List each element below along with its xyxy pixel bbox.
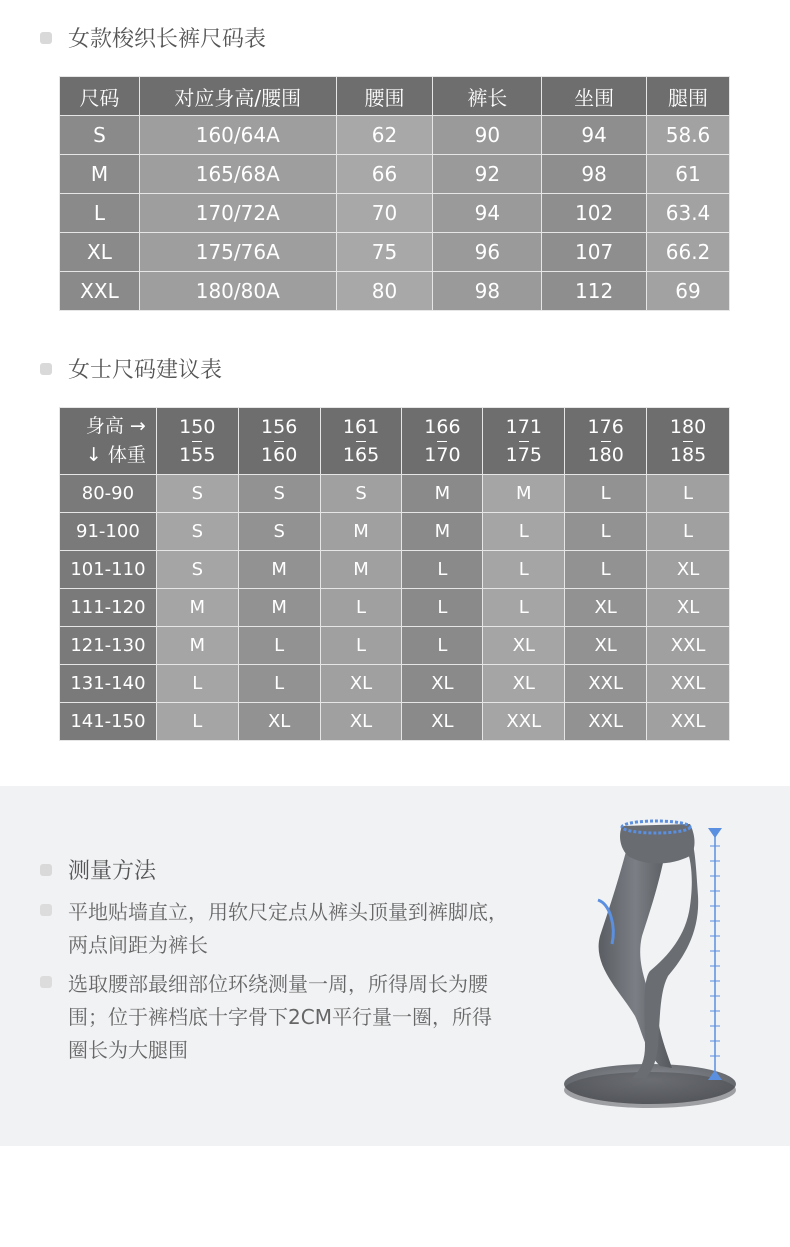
height-range-bottom: 180 — [587, 443, 624, 466]
table-cell: 58.6 — [647, 116, 730, 155]
weight-range-cell: 111-120 — [60, 589, 157, 627]
table-cell: 94 — [433, 194, 542, 233]
bullet-icon — [40, 864, 52, 876]
size-advice-title: 女士尺码建议表 — [68, 358, 223, 383]
table-cell: 160/64A — [139, 116, 336, 155]
bullet-icon — [40, 976, 52, 988]
size-cell: L — [238, 627, 320, 665]
size-chart-table — [59, 76, 730, 311]
header-cell: 裤长 — [433, 77, 542, 116]
table-cell: 170/72A — [139, 194, 336, 233]
size-cell: XL — [320, 665, 402, 703]
table-cell: 165/68A — [139, 155, 336, 194]
weight-range-cell: 91-100 — [60, 513, 157, 551]
table-cell: 61 — [647, 155, 730, 194]
measurement-panel — [0, 786, 790, 1146]
size-cell: M — [238, 589, 320, 627]
table-cell: 63.4 — [647, 194, 730, 233]
height-range-cell — [320, 408, 402, 475]
header-cell: 腰围 — [336, 77, 433, 116]
size-cell: S — [320, 475, 402, 513]
height-axis-label: 身高 → — [85, 415, 146, 437]
size-advice-table — [59, 407, 730, 741]
size-cell: L — [565, 513, 647, 551]
section-title-size-advice — [40, 353, 222, 384]
weight-range-cell: 101-110 — [60, 551, 157, 589]
table-row — [60, 233, 730, 272]
size-cell: S — [238, 513, 320, 551]
table-cell: 75 — [336, 233, 433, 272]
table-cell: 62 — [336, 116, 433, 155]
height-range-bottom: 160 — [261, 443, 298, 466]
size-chart-title: 女款梭织长裤尺码表 — [68, 27, 267, 52]
height-range-cell — [565, 408, 647, 475]
measure-item-text: 选取腰部最细部位环绕测量一周，所得周长为腰围；位于裤档底十字骨下2CM平行量一圈，所得圈长为大腿围 — [68, 972, 492, 1062]
size-cell: XL — [402, 665, 483, 703]
table-row — [60, 665, 730, 703]
back-leg — [599, 836, 672, 1068]
size-cell: M — [156, 627, 238, 665]
height-range-bottom: 165 — [342, 443, 380, 466]
height-range-top: 171 — [505, 415, 542, 438]
table-cell: XXL — [60, 272, 140, 311]
measure-item — [40, 896, 508, 962]
size-cell: L — [483, 589, 565, 627]
size-cell: S — [156, 513, 238, 551]
weight-range-cell: 80-90 — [60, 475, 157, 513]
mannequin-legs-illustration — [550, 816, 750, 1116]
height-range-top: 180 — [669, 415, 707, 438]
height-range-cell — [156, 408, 238, 475]
table-cell: L — [60, 194, 140, 233]
height-range-top: 166 — [424, 415, 461, 438]
table-cell: 98 — [542, 155, 647, 194]
size-cell: L — [402, 627, 483, 665]
size-cell: XL — [565, 627, 647, 665]
size-cell: L — [483, 551, 565, 589]
table-cell: S — [60, 116, 140, 155]
size-cell: S — [156, 475, 238, 513]
size-cell: M — [156, 589, 238, 627]
size-cell: L — [647, 513, 730, 551]
table-cell: 94 — [542, 116, 647, 155]
weight-range-cell: 131-140 — [60, 665, 157, 703]
size-cell: L — [483, 513, 565, 551]
table-cell: 90 — [433, 116, 542, 155]
size-cell: M — [238, 551, 320, 589]
size-cell: M — [483, 475, 565, 513]
table-cell: 98 — [433, 272, 542, 311]
bullet-icon — [40, 363, 52, 375]
size-cell: XL — [483, 627, 565, 665]
size-cell: XXL — [565, 703, 647, 741]
table-cell: 66.2 — [647, 233, 730, 272]
table-row — [60, 589, 730, 627]
corner-cell — [60, 408, 157, 475]
header-cell: 对应身高/腰围 — [139, 77, 336, 116]
table-cell: 69 — [647, 272, 730, 311]
table-cell: 102 — [542, 194, 647, 233]
size-cell: L — [565, 475, 647, 513]
size-cell: L — [156, 703, 238, 741]
measure-title: 测量方法 — [68, 859, 157, 884]
table-header-row — [60, 408, 730, 475]
size-cell: L — [565, 551, 647, 589]
header-cell: 腿围 — [647, 77, 730, 116]
height-range-bottom: 170 — [424, 443, 461, 466]
header-cell: 坐围 — [542, 77, 647, 116]
height-range-cell — [483, 408, 565, 475]
size-cell: L — [647, 475, 730, 513]
table-cell: 66 — [336, 155, 433, 194]
height-range-top: 150 — [179, 415, 216, 438]
size-cell: M — [402, 475, 483, 513]
size-cell: L — [402, 589, 483, 627]
size-cell: XL — [483, 665, 565, 703]
size-cell: L — [320, 627, 402, 665]
size-cell: M — [320, 551, 402, 589]
size-cell: S — [156, 551, 238, 589]
height-range-cell — [647, 408, 730, 475]
table-cell: 107 — [542, 233, 647, 272]
table-row — [60, 116, 730, 155]
size-cell: M — [320, 513, 402, 551]
height-range-cell — [402, 408, 483, 475]
table-row — [60, 703, 730, 741]
size-cell: XXL — [647, 627, 730, 665]
table-row — [60, 194, 730, 233]
height-range-top: 176 — [587, 415, 624, 438]
section-title-size-chart — [40, 22, 266, 53]
size-cell: L — [156, 665, 238, 703]
table-row — [60, 513, 730, 551]
table-header-row — [60, 77, 730, 116]
header-cell: 尺码 — [60, 77, 140, 116]
table-row — [60, 155, 730, 194]
height-range-bottom: 155 — [179, 443, 216, 466]
table-cell: 96 — [433, 233, 542, 272]
size-cell: XXL — [647, 703, 730, 741]
weight-range-cell: 141-150 — [60, 703, 157, 741]
table-row — [60, 475, 730, 513]
height-range-bottom: 175 — [505, 443, 542, 466]
height-range-top: 156 — [261, 415, 298, 438]
table-row — [60, 627, 730, 665]
table-cell: 70 — [336, 194, 433, 233]
size-cell: M — [402, 513, 483, 551]
weight-range-cell: 121-130 — [60, 627, 157, 665]
table-cell: 180/80A — [139, 272, 336, 311]
measure-item-text: 平地贴墙直立，用软尺定点从裤头顶量到裤脚底，两点间距为裤长 — [68, 900, 508, 957]
size-cell: XXL — [483, 703, 565, 741]
arrow-down-icon — [708, 828, 722, 838]
table-row — [60, 272, 730, 311]
size-cell: XL — [238, 703, 320, 741]
bullet-icon — [40, 904, 52, 916]
table-cell: 80 — [336, 272, 433, 311]
height-range-top: 161 — [342, 415, 380, 438]
size-cell: XL — [647, 589, 730, 627]
weight-axis-label: ↓ 体重 — [85, 444, 146, 466]
table-row — [60, 551, 730, 589]
size-cell: XL — [320, 703, 402, 741]
size-cell: L — [238, 665, 320, 703]
size-cell: XL — [647, 551, 730, 589]
table-cell: M — [60, 155, 140, 194]
size-cell: XL — [402, 703, 483, 741]
size-cell: L — [320, 589, 402, 627]
size-cell: XL — [565, 589, 647, 627]
bullet-icon — [40, 32, 52, 44]
height-range-cell — [238, 408, 320, 475]
measure-item — [40, 968, 508, 1067]
section-title-measure — [40, 854, 156, 885]
table-cell: 112 — [542, 272, 647, 311]
table-cell: 92 — [433, 155, 542, 194]
height-range-bottom: 185 — [669, 443, 707, 466]
size-cell: XXL — [565, 665, 647, 703]
table-cell: XL — [60, 233, 140, 272]
size-cell: XXL — [647, 665, 730, 703]
size-cell: S — [238, 475, 320, 513]
table-cell: 175/76A — [139, 233, 336, 272]
size-cell: L — [402, 551, 483, 589]
